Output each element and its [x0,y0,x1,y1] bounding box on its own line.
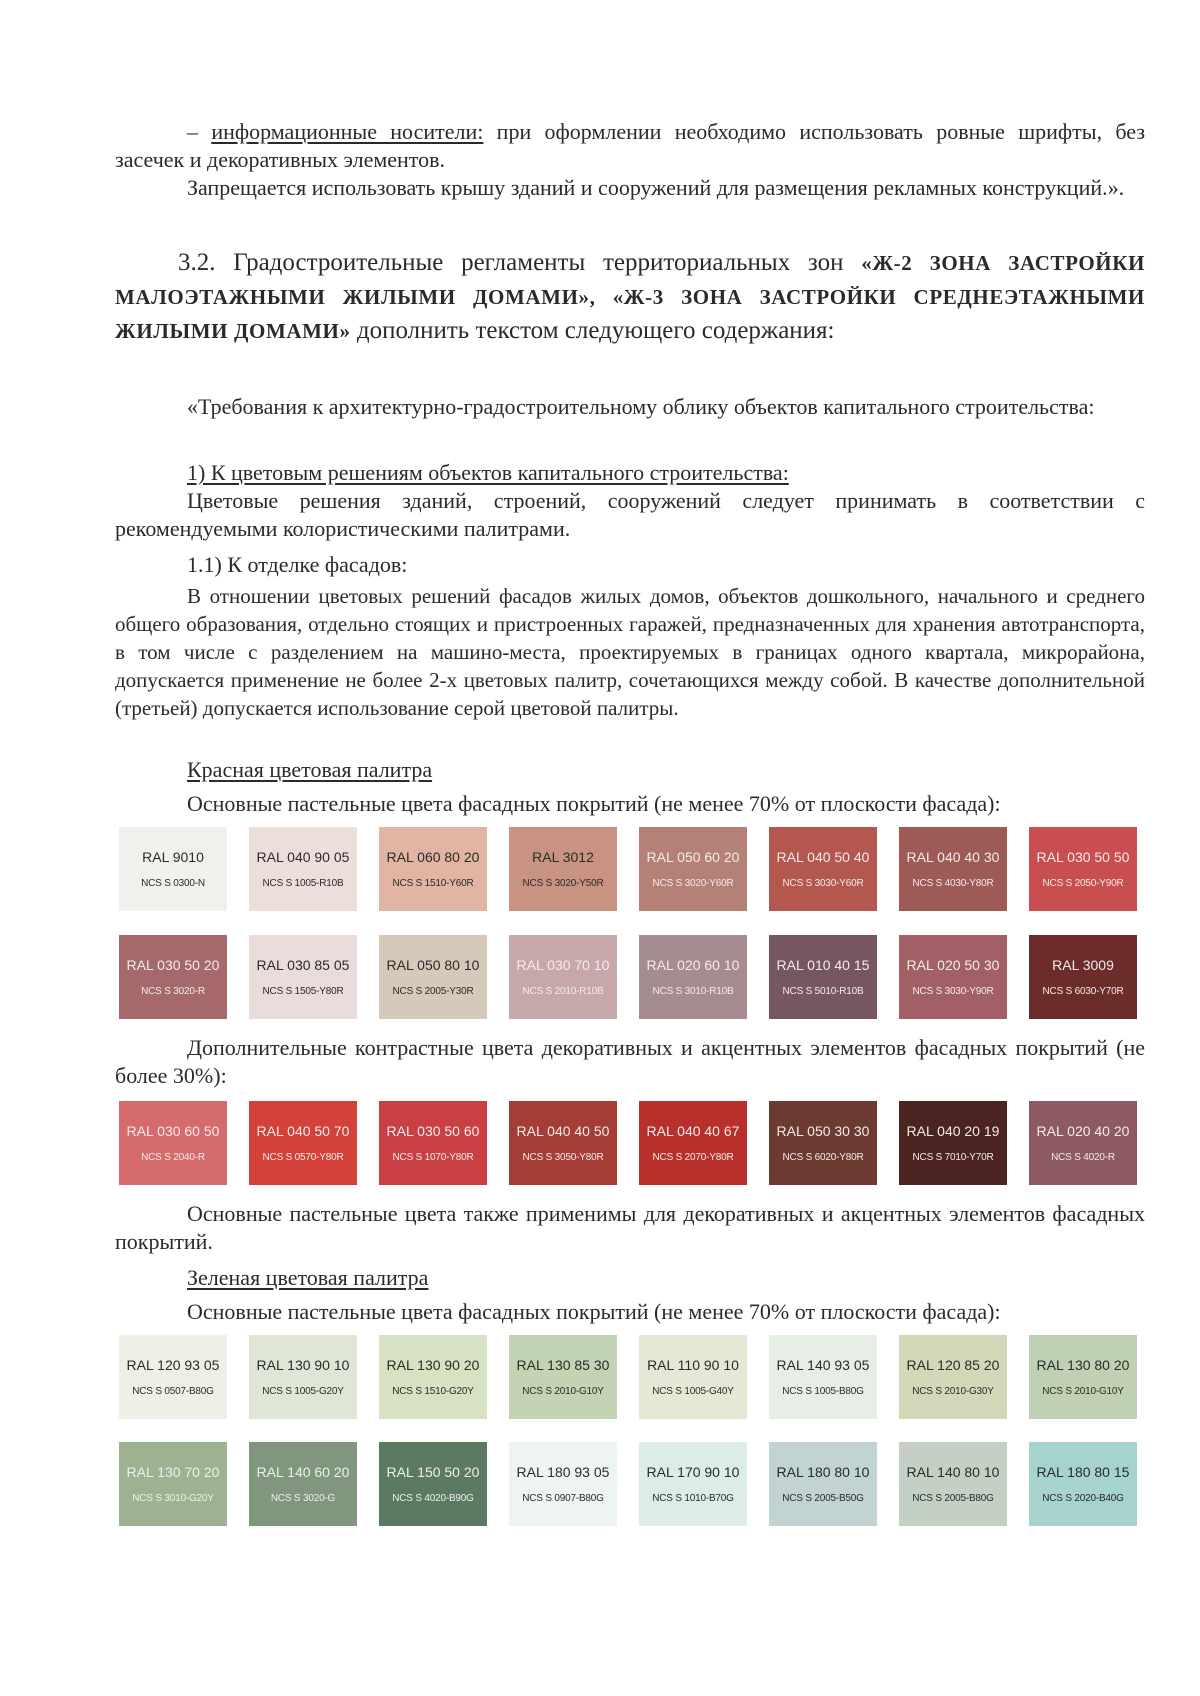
ncs-code: NCS S 6030-Y70R [1042,986,1124,997]
heading-rest: дополнить текстом следующего содержания: [350,317,835,344]
ral-code: RAL 040 50 40 [776,849,870,865]
ncs-code: NCS S 1005-G40Y [652,1386,734,1397]
color-swatch [249,1335,357,1419]
color-swatch [249,1442,357,1526]
green-palette-title: Зеленая цветовая палитра [187,1265,429,1290]
ncs-code: NCS S 0570-Y80R [262,1152,344,1163]
ral-code: RAL 040 90 05 [256,849,350,865]
ral-code: RAL 130 80 20 [1036,1357,1130,1373]
ral-code: RAL 120 93 05 [126,1357,220,1373]
paragraph-info-carriers [115,118,1145,174]
ncs-code: NCS S 3020-G [270,1493,336,1504]
paragraph-color-palettes: Цветовые решения зданий, строений, сооружений следует принимать в соответствии с рекомендуемыми колористическими палитрами. [115,488,1145,541]
color-swatch [119,1335,227,1419]
color-swatch [1029,935,1137,1019]
color-swatch [249,827,357,911]
heading-number: 3.2. Градостроительные регламенты территориальных зон [178,249,862,276]
ncs-code: NCS S 6020-Y80R [782,1152,864,1163]
paragraph-facade-rules: В отношении цветовых решений фасадов жилых домов, объектов дошкольного, начального и среднего общего образования, отдельно стоящих и пристроенных гаражей, предназначенных для хранения автотранспорта, в том числе с разделением на машино-места, проектируемых в границах одного квартала, микрорайона, допускается применение не более 2-х цветовых палитр, сочетающихся между собой. В качестве дополнительной (третьей) допускается использование серой цветовой палитры. [115,584,1145,720]
color-swatch [899,1101,1007,1185]
color-swatch [379,827,487,911]
ral-code: RAL 3009 [1052,957,1114,973]
ncs-code: NCS S 3030-Y60R [782,878,864,889]
ral-code: RAL 110 90 10 [647,1357,739,1373]
ncs-code: NCS S 1510-Y60R [392,878,474,889]
color-swatch [119,1101,227,1185]
color-swatch [639,935,747,1019]
ral-code: RAL 050 60 20 [646,849,740,865]
ral-code: RAL 130 90 20 [386,1357,480,1373]
ral-code: RAL 180 80 10 [776,1464,870,1480]
heading-zones: «Ж-2 ЗОНА ЗАСТРОЙКИ МАЛОЭТАЖНЫМИ ЖИЛЫМИ ДОМАМИ», «Ж-3 ЗОНА ЗАСТРОЙКИ СРЕДНЕЭТАЖНЫМИ ЖИЛЫМИ ДОМАМИ» [115,251,1146,343]
ncs-code: NCS S 0507-B80G [132,1386,214,1397]
ncs-code: NCS S 1005-G20Y [262,1386,344,1397]
color-swatch [639,1442,747,1526]
color-swatch [249,1101,357,1185]
color-swatch [119,827,227,911]
color-swatch [509,1101,617,1185]
ncs-code: NCS S 2010-R10B [522,986,604,997]
ncs-code: NCS S 2005-B80G [912,1493,994,1504]
dash: – [187,119,212,144]
color-swatch [509,1442,617,1526]
color-swatch [769,827,877,911]
ncs-code: NCS S 0300-N [141,878,205,889]
paragraph-text: при оформлении необходимо использовать ровные шрифты, без засечек и декоративных элементов. [115,119,1146,172]
ral-code: RAL 040 50 70 [256,1123,350,1139]
ral-code: RAL 130 70 20 [126,1464,220,1480]
ncs-code: NCS S 4020-R [1051,1152,1115,1163]
red-accent-caption: Дополнительные контрастные цвета декоративных и акцентных элементов фасадных покрытий (не более 30%): [115,1035,1145,1088]
color-swatch [119,935,227,1019]
color-swatch [899,827,1007,911]
ral-code: RAL 9010 [142,849,204,865]
section-heading [115,246,1145,348]
underlined-term: информационные носители: [211,119,484,144]
ncs-code: NCS S 1510-G20Y [392,1386,474,1397]
color-swatch [639,1101,747,1185]
subheading-facade-finish: 1.1) К отделке фасадов: [187,552,408,577]
ncs-code: NCS S 2005-B50G [782,1493,864,1504]
color-swatch [769,1335,877,1419]
subheading-color-solutions: 1) К цветовым решениям объектов капитального строительства: [187,460,789,485]
ncs-code: NCS S 2020-B40G [1042,1493,1124,1504]
ncs-code: NCS S 7010-Y70R [912,1152,994,1163]
ncs-code: NCS S 2005-Y30R [392,986,474,997]
ral-code: RAL 140 80 10 [906,1464,1000,1480]
ral-code: RAL 030 85 05 [256,957,350,973]
color-swatch [769,1101,877,1185]
ncs-code: NCS S 3010-R10B [652,986,734,997]
ral-code: RAL 030 50 60 [386,1123,480,1139]
ncs-code: NCS S 3010-G20Y [132,1493,214,1504]
color-swatch [249,935,357,1019]
ncs-code: NCS S 5010-R10B [782,986,864,997]
color-swatch [379,1442,487,1526]
ral-code: RAL 020 50 30 [906,957,1000,973]
ncs-code: NCS S 0907-B80G [522,1493,604,1504]
ral-code: RAL 050 80 10 [386,957,480,973]
color-swatch [639,827,747,911]
ral-code: RAL 060 80 20 [386,849,480,865]
color-swatch [1029,1442,1137,1526]
ral-code: RAL 040 40 50 [516,1123,610,1139]
red-main-row-2 [119,935,1139,1019]
paragraph-requirements: «Требования к архитектурно-градостроительному облику объектов капитального строительства: [187,394,1095,419]
color-swatch [899,935,1007,1019]
ncs-code: NCS S 2050-Y90R [1042,878,1124,889]
ral-code: RAL 040 40 30 [906,849,1000,865]
ral-code: RAL 040 20 19 [906,1123,1000,1139]
ral-code: RAL 140 93 05 [776,1357,870,1373]
ncs-code: NCS S 2010-G30Y [912,1386,994,1397]
ral-code: RAL 140 60 20 [256,1464,350,1480]
color-swatch [509,1335,617,1419]
ncs-code: NCS S 1005-B80G [782,1386,864,1397]
color-swatch [899,1335,1007,1419]
color-swatch [1029,1101,1137,1185]
red-main-row-1 [119,827,1139,911]
color-swatch [769,1442,877,1526]
ral-code: RAL 050 30 30 [776,1123,870,1139]
ncs-code: NCS S 2010-G10Y [522,1386,604,1397]
ral-code: RAL 040 40 67 [646,1123,740,1139]
ncs-code: NCS S 1070-Y80R [392,1152,474,1163]
ral-code: RAL 030 50 20 [126,957,220,973]
green-main-row-1 [119,1335,1139,1419]
red-palette-note: Основные пастельные цвета также применимы для декоративных и акцентных элементов фасадных покрытий. [115,1201,1145,1254]
ral-code: RAL 020 40 20 [1036,1123,1130,1139]
ncs-code: NCS S 2040-R [141,1152,205,1163]
ral-code: RAL 030 70 10 [516,957,610,973]
ncs-code: NCS S 3020-R [141,986,205,997]
ral-code: RAL 180 80 15 [1036,1464,1130,1480]
ral-code: RAL 120 85 20 [906,1357,1000,1373]
ral-code: RAL 170 90 10 [646,1464,740,1480]
ncs-code: NCS S 2010-G10Y [1042,1386,1124,1397]
ral-code: RAL 030 50 50 [1036,849,1130,865]
ncs-code: NCS S 1005-R10B [262,878,344,889]
red-accent-row [119,1101,1139,1185]
ral-code: RAL 130 90 10 [256,1357,350,1373]
ncs-code: NCS S 3020-Y50R [522,878,604,889]
color-swatch [769,935,877,1019]
red-palette-title: Красная цветовая палитра [187,757,433,782]
red-main-caption: Основные пастельные цвета фасадных покрытий (не менее 70% от плоскости фасада): [187,791,1001,816]
color-swatch [899,1442,1007,1526]
ncs-code: NCS S 1010-B70G [652,1493,734,1504]
ncs-code: NCS S 4020-B90G [392,1493,474,1504]
ral-code: RAL 030 60 50 [126,1123,220,1139]
color-swatch [379,935,487,1019]
color-swatch [379,1101,487,1185]
ncs-code: NCS S 4030-Y80R [912,878,994,889]
color-swatch [509,827,617,911]
ncs-code: NCS S 1505-Y80R [262,986,344,997]
paragraph-roof-ban: Запрещается использовать крышу зданий и сооружений для размещения рекламных конструкций.». [187,175,1125,200]
color-swatch [379,1335,487,1419]
ncs-code: NCS S 3050-Y80R [522,1152,604,1163]
color-swatch [509,935,617,1019]
ncs-code: NCS S 3020-Y60R [652,878,734,889]
ral-code: RAL 010 40 15 [776,957,870,973]
color-swatch [1029,827,1137,911]
ncs-code: NCS S 2070-Y80R [652,1152,734,1163]
ral-code: RAL 150 50 20 [386,1464,480,1480]
color-swatch [1029,1335,1137,1419]
color-swatch [639,1335,747,1419]
ral-code: RAL 180 93 05 [516,1464,610,1480]
ral-code: RAL 020 60 10 [646,957,740,973]
ral-code: RAL 3012 [532,849,594,865]
color-swatch [119,1442,227,1526]
ral-code: RAL 130 85 30 [516,1357,610,1373]
green-main-row-2 [119,1442,1139,1526]
green-main-caption: Основные пастельные цвета фасадных покрытий (не менее 70% от плоскости фасада): [187,1299,1001,1324]
ncs-code: NCS S 3030-Y90R [912,986,994,997]
